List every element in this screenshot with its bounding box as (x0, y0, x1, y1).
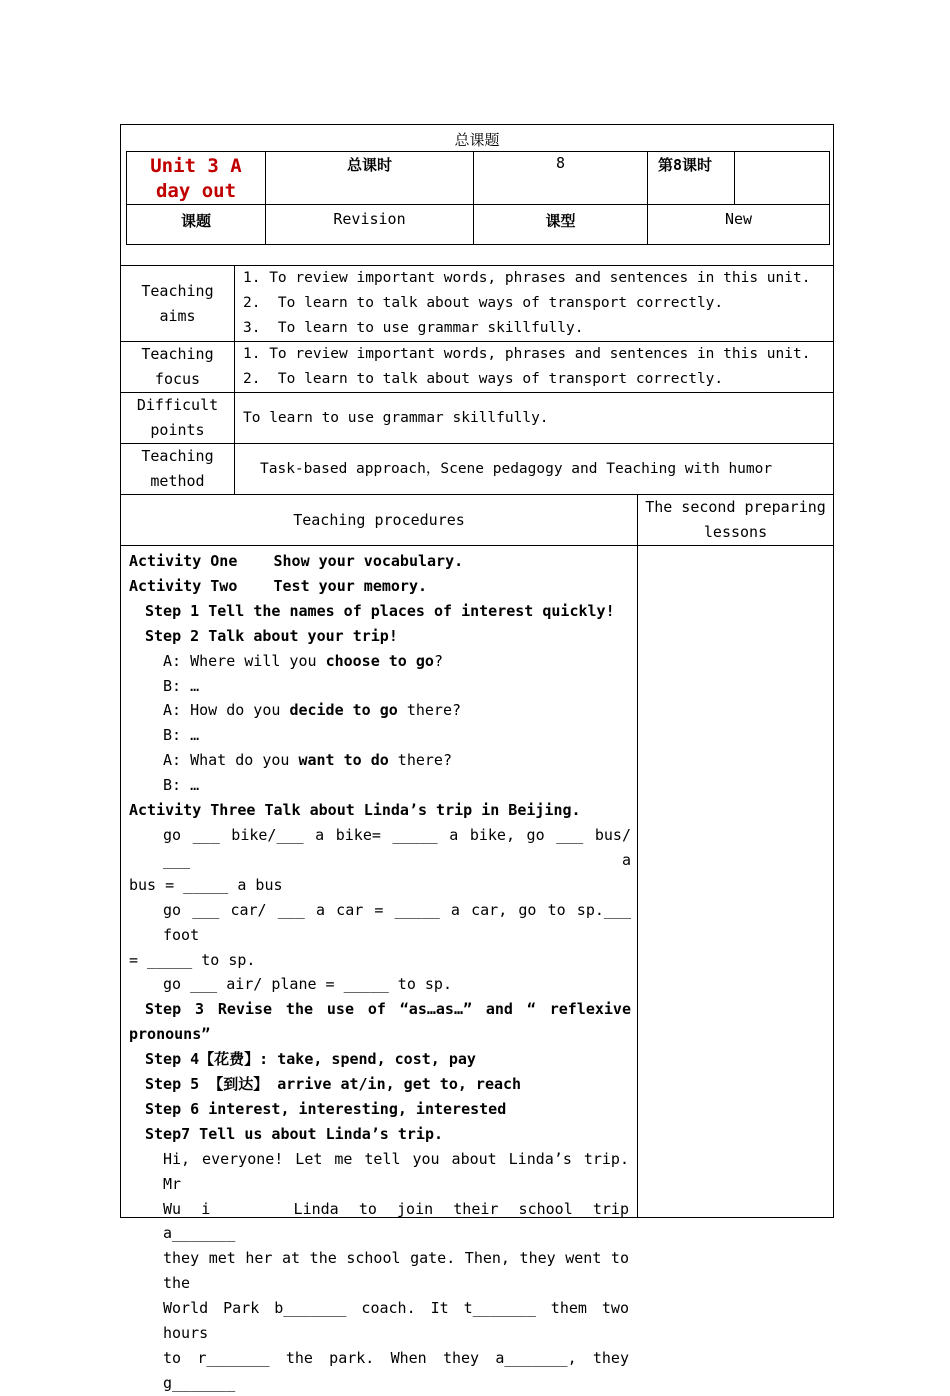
type-value: New (648, 205, 830, 245)
aims-label-2: aims (159, 306, 196, 325)
total-periods-value: 8 (474, 152, 648, 205)
step-3-cont: pronouns” (129, 1025, 211, 1044)
passage-line: to r_______ the park. When they a_______, they g_______ (163, 1349, 629, 1392)
focus-item: 2. To learn to talk about ways of transport correctly. (243, 371, 724, 387)
difficult-label (121, 393, 235, 444)
grammar-line: bus = _____ a bus (129, 875, 283, 894)
method-label-2: method (150, 472, 205, 490)
topic-value: Revision (266, 205, 474, 245)
grammar-line: = _____ to sp. (129, 950, 256, 969)
second-preparing-content (638, 546, 834, 1218)
header-inner-table (126, 151, 829, 245)
passage-line: Wu i_______ Linda to join their school trip a_______ (163, 1199, 629, 1243)
lesson-plan (120, 124, 834, 1392)
step-3: Step 3 Revise the use of “as…as…” and “ reflexive (145, 1000, 631, 1019)
step-2: Step 2 Talk about your trip! (145, 626, 398, 645)
activity-one: Activity One Show your vocabulary. (129, 552, 464, 570)
teaching-info-table (120, 265, 834, 495)
focus-label-2: focus (154, 370, 201, 388)
step-5: Step 5 【到达】 arrive at/in, get to, reach (145, 1075, 522, 1094)
activity-three: Activity Three Talk about Linda’s trip in Beijing. (129, 801, 581, 820)
topic-label: 课题 (127, 205, 266, 245)
passage-line: they met her at the school gate. Then, they went to the (163, 1249, 629, 1293)
side-header-1: The second preparing (645, 498, 826, 516)
difficult-label-1: Difficult (136, 396, 219, 414)
dialog-line: A: Where will you choose to go? (163, 651, 443, 670)
second-preparing-header (638, 495, 834, 546)
step-4: Step 4【花费】: take, spend, cost, pay (145, 1050, 476, 1069)
focus-label-1: Teaching (141, 345, 214, 363)
procedures-table (120, 494, 834, 1392)
aim-item: 2. To learn to talk about ways of transport correctly. (243, 295, 724, 311)
side-header-2: lessons (703, 523, 768, 541)
passage-line: World Park b_______ coach. It t_______ them two hours (163, 1299, 629, 1343)
grammar-line: go ___ bike/___ a bike= _____ a bike, go ___ bus/ ___ a (163, 825, 631, 869)
grammar-line: go ___ air/ plane = _____ to sp. (163, 975, 452, 994)
period-label: 第8课时 (648, 152, 735, 205)
unit-title-line1: Unit 3 A (150, 155, 242, 177)
focus-content (235, 342, 834, 393)
top-title: 总课题 (454, 131, 500, 149)
step-7: Step7 Tell us about Linda’s trip. (145, 1124, 444, 1143)
dialog-line: A: What do you want to do there? (163, 751, 452, 770)
passage (129, 1147, 631, 1396)
aim-item: 1. To review important words, phrases and sentences in this unit. (243, 270, 811, 286)
passage-line: Hi, everyone! Let me tell you about Linda’s trip. Mr (163, 1149, 629, 1193)
dialog-line: B: … (163, 776, 200, 795)
empty-cell (735, 152, 830, 205)
total-periods-label: 总课时 (266, 152, 474, 205)
unit-title-cell (127, 152, 266, 205)
difficult-label-2: points (150, 421, 205, 439)
method-label (121, 444, 235, 495)
dialog-line: A: How do you decide to go there? (163, 701, 462, 720)
aims-label-1: Teaching (141, 281, 214, 300)
focus-item: 1. To review important words, phrases and sentences in this unit. (243, 346, 811, 362)
difficult-content: To learn to use grammar skillfully. (235, 393, 834, 444)
dialog-line: B: … (163, 676, 200, 695)
activity-two: Activity Two Test your memory. (129, 576, 428, 595)
focus-label (121, 342, 235, 393)
procedures-header: Teaching procedures (121, 495, 638, 546)
step-6: Step 6 interest, interesting, interested (145, 1099, 507, 1118)
method-content: Task-based approach，Scene pedagogy and Teaching with humor (235, 444, 834, 495)
dialog-line: B: … (163, 726, 200, 745)
unit-title-line2: day out (155, 180, 237, 202)
step-1: Step 1 Tell the names of places of interest quickly! (145, 601, 615, 620)
grammar-line: go ___ car/ ___ a car = _____ a car, go to sp.___ foot (163, 900, 631, 944)
aims-label (121, 266, 235, 342)
header-section (120, 124, 834, 266)
type-label: 课型 (474, 205, 648, 245)
aim-item: 3. To learn to use grammar skillfully. (243, 320, 584, 336)
method-label-1: Teaching (141, 447, 214, 465)
procedures-content (121, 546, 638, 1392)
aims-content (235, 266, 834, 342)
